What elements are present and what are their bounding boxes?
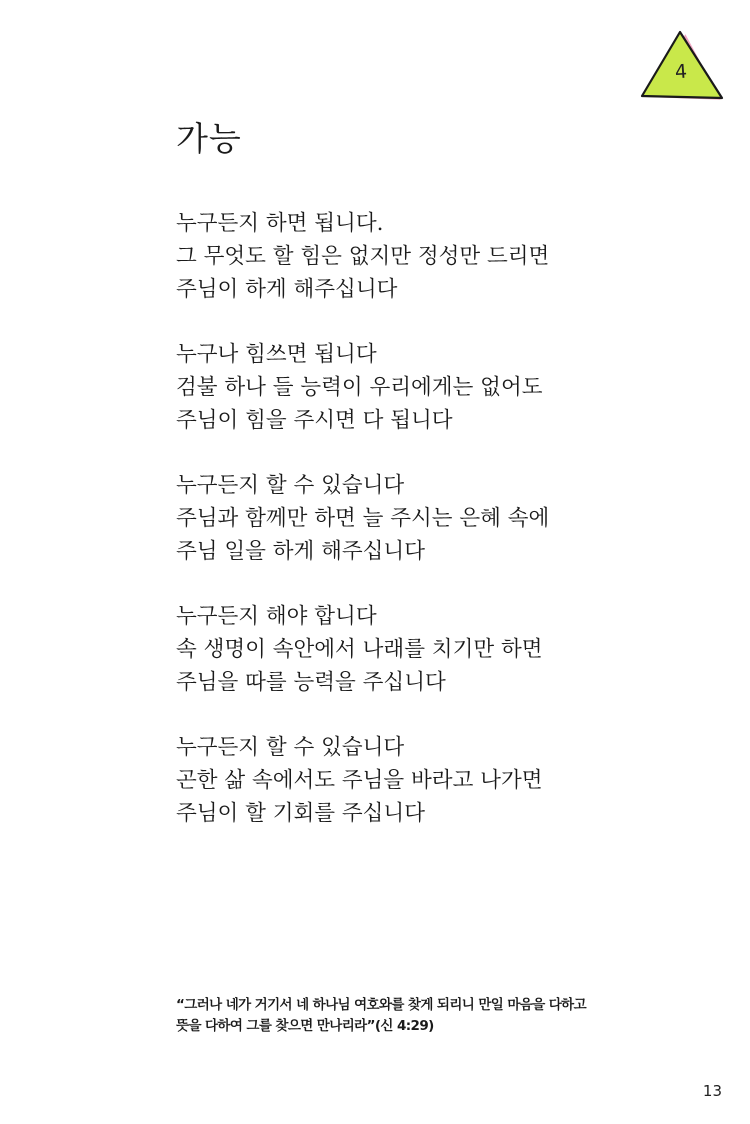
poem-body (176, 207, 656, 862)
poem-line: 누구든지 하면 됩니다. (176, 211, 384, 236)
poem-line: 주님과 함께만 하면 늘 주시는 은혜 속에 (176, 506, 550, 531)
poem-line: 주님이 힘을 주시면 다 됩니다 (176, 408, 453, 433)
scripture-line: “그러나 네가 거기서 네 하나님 여호와를 찾게 되리니 만일 마음을 다하고 (176, 997, 587, 1013)
poem-line: 주님이 할 기회를 주십니다 (176, 801, 425, 826)
poem-line: 누구나 힘쓰면 됩니다 (176, 342, 377, 367)
poem-line: 속 생명이 속안에서 나래를 치기만 하면 (176, 637, 543, 662)
stanza (176, 207, 656, 306)
stanza (176, 338, 656, 437)
scripture-line: 뜻을 다하여 그를 찾으면 만나리라”(신 4:29) (176, 1018, 434, 1034)
page-number: 13 (702, 1082, 722, 1100)
poem-line: 주님 일을 하게 해주십니다 (176, 539, 425, 564)
chapter-badge (636, 28, 726, 110)
poem-line: 누구든지 할 수 있습니다 (176, 735, 405, 760)
stanza (176, 731, 656, 830)
scripture-quote (176, 995, 646, 1037)
poem-line: 주님을 따를 능력을 주십니다 (176, 670, 446, 695)
poem-line: 누구든지 해야 합니다 (176, 604, 377, 629)
poem-line: 누구든지 할 수 있습니다 (176, 473, 405, 498)
chapter-number: 4 (674, 60, 688, 84)
stanza (176, 600, 656, 699)
stanza (176, 469, 656, 568)
poem-line: 곤한 삶 속에서도 주님을 바라고 나가면 (176, 768, 543, 793)
poem-title: 가능 (176, 119, 242, 158)
poem-line: 주님이 하게 해주십니다 (176, 277, 398, 302)
poem-line: 그 무엇도 할 힘은 없지만 정성만 드리면 (176, 244, 550, 269)
poem-line: 검불 하나 들 능력이 우리에게는 없어도 (176, 375, 543, 400)
